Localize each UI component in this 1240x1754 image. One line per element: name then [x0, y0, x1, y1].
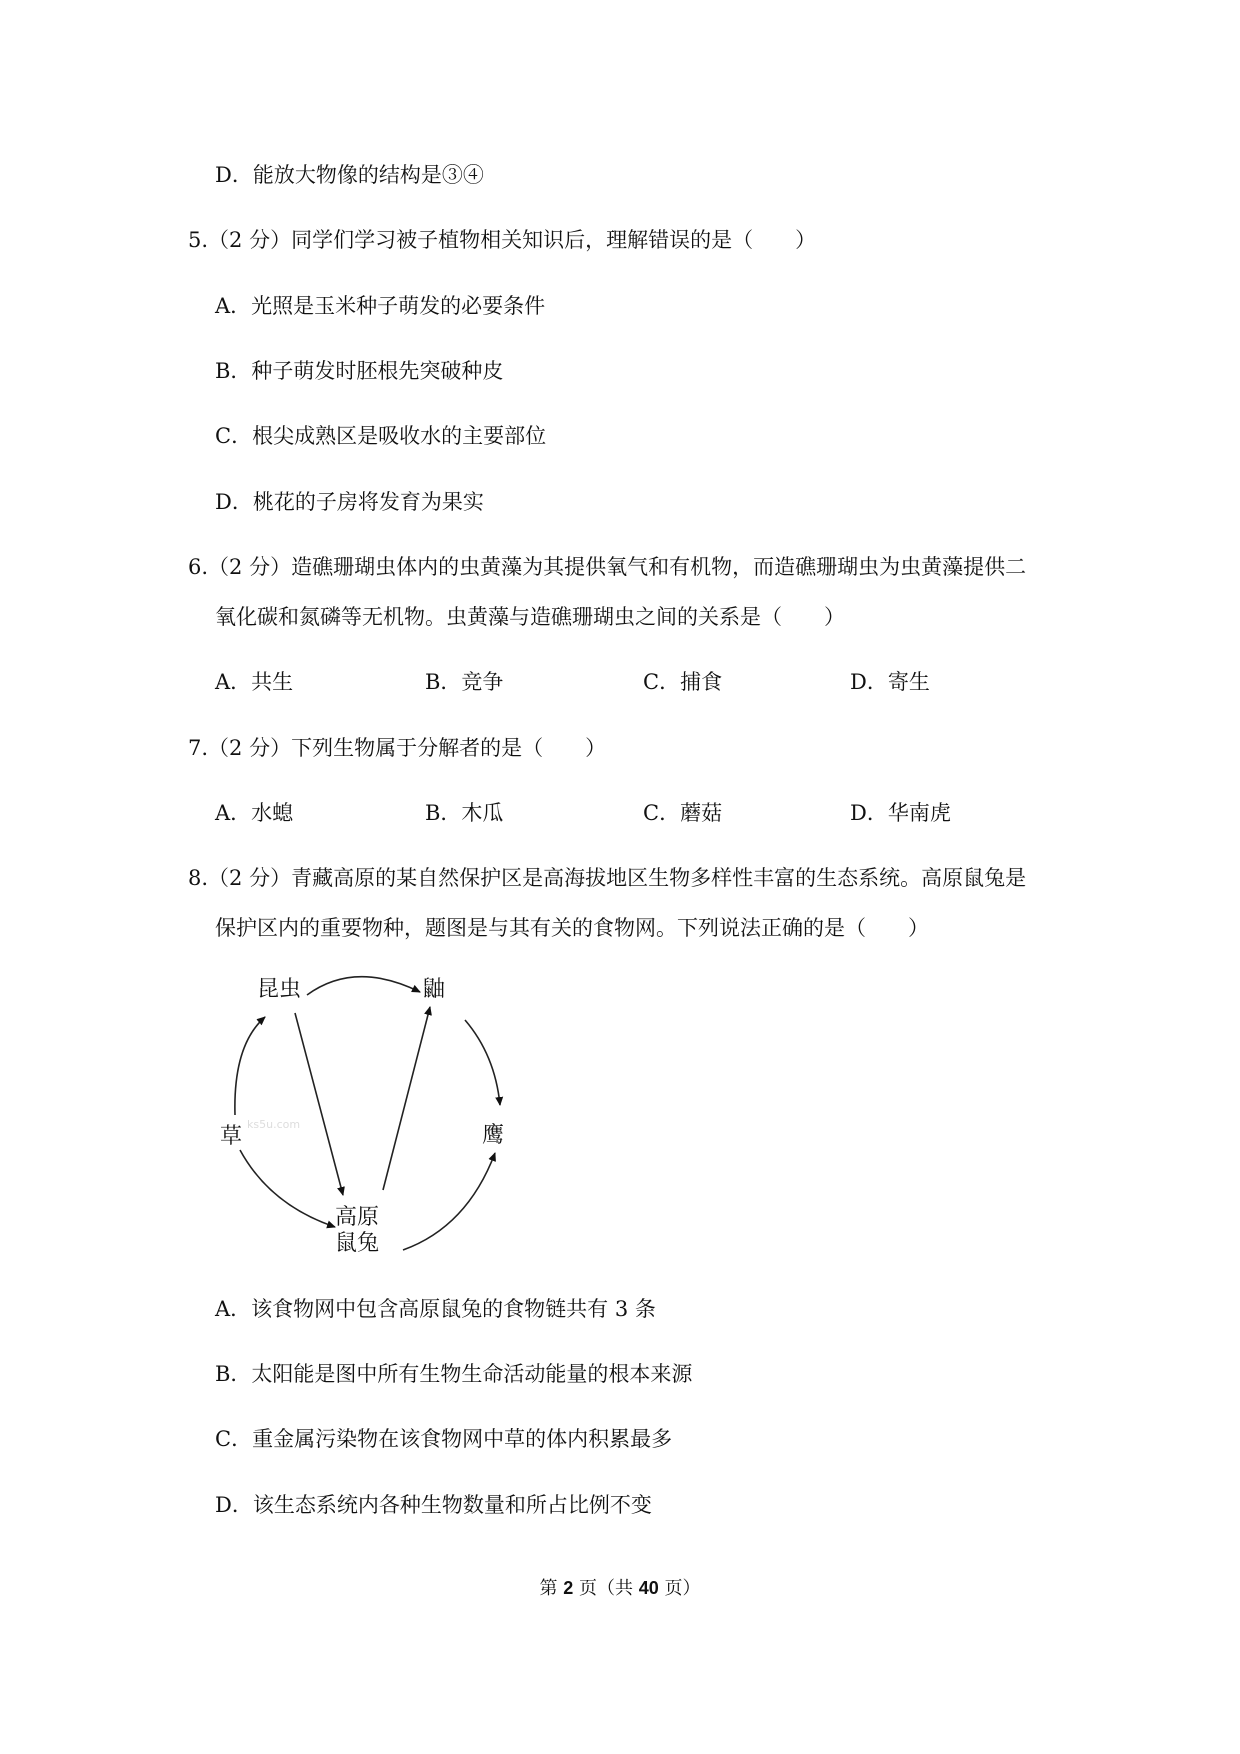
watermark: ks5u.com: [247, 1118, 301, 1131]
q5-option-c: C．根尖成熟区是吸收水的主要部位: [215, 424, 547, 448]
q5-option-a: A．光照是玉米种子萌发的必要条件: [215, 294, 546, 318]
q7-option-d: D．华南虎: [850, 801, 951, 825]
organism-lizard: 鼬: [423, 977, 446, 1002]
organism-pika-line1: 高原: [335, 1205, 380, 1230]
q8-stem-line1: 8.（2 分）青藏高原的某自然保护区是高海拔地区生物多样性丰富的生态系统。高原鼠兔是: [188, 866, 1027, 890]
q8-stem-line2: 保护区内的重要物种，题图是与其有关的食物网。下列说法正确的是（ ）: [215, 916, 929, 940]
organism-eagle: 鹰: [482, 1123, 505, 1148]
q8-option-d: D．该生态系统内各种生物数量和所占比例不变: [215, 1493, 652, 1517]
footer-suffix: 页）: [658, 1578, 701, 1599]
total-page-number: 40: [638, 1578, 659, 1598]
organism-insect: 昆虫: [257, 977, 302, 1002]
q5-stem: 5.（2 分）同学们学习被子植物相关知识后，理解错误的是（ ）: [188, 228, 817, 252]
arrow-insect-to-lizard: [307, 977, 420, 995]
arrow-pika-to-eagle: [403, 1153, 495, 1250]
food-web-diagram: [205, 965, 525, 1265]
q4-option-d: D．能放大物像的结构是③④: [215, 163, 484, 187]
q7-option-b: B．木瓜: [425, 801, 504, 825]
q7-option-c: C．蘑菇: [643, 801, 723, 825]
q8-option-a: A．该食物网中包含高原鼠兔的食物链共有 3 条: [215, 1297, 656, 1321]
q7-option-a: A．水螅: [215, 801, 294, 825]
organism-grass: 草: [220, 1124, 243, 1149]
q5-option-b: B．种子萌发时胚根先突破种皮: [215, 359, 504, 383]
organism-pika-line2: 鼠兔: [335, 1231, 380, 1256]
q8-option-c: C．重金属污染物在该食物网中草的体内积累最多: [215, 1427, 673, 1451]
footer-prefix: 第: [539, 1578, 564, 1599]
arrow-pika-to-lizard: [383, 1007, 430, 1190]
arrow-insect-to-pika: [295, 1013, 343, 1195]
q6-option-c: C．捕食: [643, 670, 723, 694]
q6-stem-line2: 氧化碳和氮磷等无机物。虫黄藻与造礁珊瑚虫之间的关系是（ ）: [215, 605, 845, 629]
q6-option-b: B．竞争: [425, 670, 504, 694]
q6-option-a: A．共生: [215, 670, 294, 694]
q8-option-b: B．太阳能是图中所有生物生命活动能量的根本来源: [215, 1362, 693, 1386]
q7-stem: 7.（2 分）下列生物属于分解者的是（ ）: [188, 736, 607, 760]
footer-middle: 页（共: [573, 1578, 639, 1599]
q5-option-d: D．桃花的子房将发育为果实: [215, 490, 484, 514]
arrow-grass-to-insect: [235, 1017, 265, 1115]
q6-option-d: D．寄生: [850, 670, 930, 694]
page-footer: [0, 1576, 1240, 1601]
q6-stem-line1: 6.（2 分）造礁珊瑚虫体内的虫黄藻为其提供氧气和有机物，而造礁珊瑚虫为虫黄藻提供二: [188, 555, 1027, 579]
arrow-grass-to-pika: [240, 1150, 335, 1227]
arrow-lizard-to-eagle: [465, 1020, 500, 1105]
current-page-number: 2: [563, 1578, 574, 1598]
